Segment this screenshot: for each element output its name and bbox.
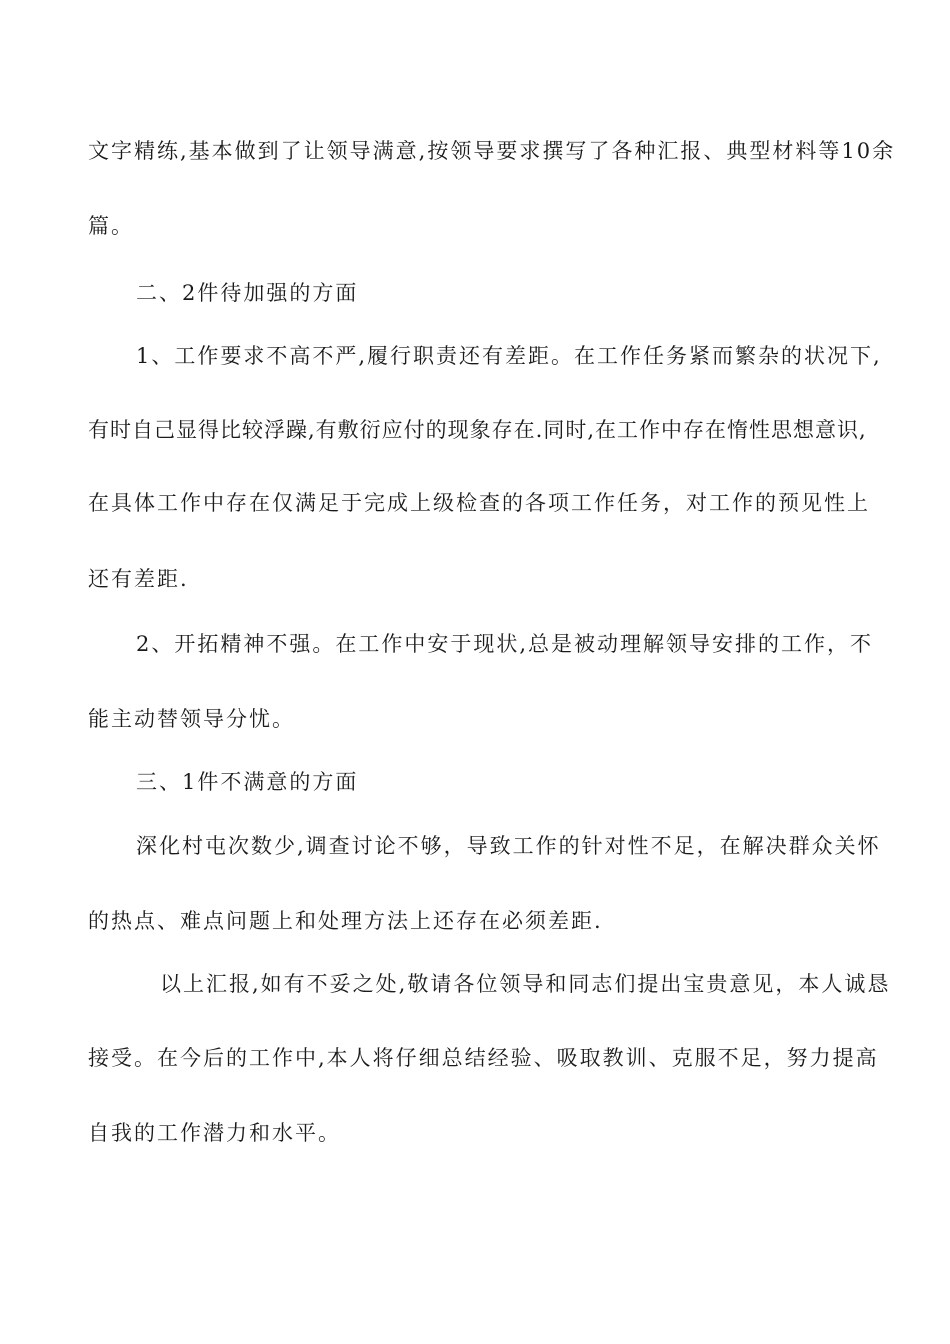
body-text-line: 有时自己显得比较浮躁,有敷衍应付的现象存在.同时,在工作中存在惰性思想意识, — [88, 418, 867, 442]
body-text-line: 还有差距. — [88, 567, 189, 591]
body-text-line: 接受。在今后的工作中,本人将仔细总结经验、吸取教训、克服不足，努力提高 — [88, 1046, 879, 1070]
body-text-line: 能主动替领导分忧。 — [88, 707, 295, 731]
body-text-line: 篇。 — [88, 214, 134, 238]
section-heading: 三、1件不满意的方面 — [136, 770, 359, 794]
body-text-line: 1、工作要求不高不严,履行职责还有差距。在工作任务紧而繁杂的状况下, — [136, 344, 882, 368]
body-text-line: 深化村屯次数少,调查讨论不够，导致工作的针对性不足，在解决群众关怀 — [136, 834, 881, 858]
body-text-line: 在具体工作中存在仅满足于完成上级检查的各项工作任务，对工作的预见性上 — [88, 491, 870, 515]
body-text-line: 以上汇报,如有不妥之处,敬请各位领导和同志们提出宝贵意见，本人诚恳 — [160, 972, 891, 996]
body-text-line: 自我的工作潜力和水平。 — [88, 1121, 341, 1145]
body-text-line: 2、开拓精神不强。在工作中安于现状,总是被动理解领导安排的工作，不 — [136, 632, 874, 656]
section-heading: 二、2件待加强的方面 — [136, 281, 359, 305]
body-text-line: 的热点、难点问题上和处理方法上还存在必须差距. — [88, 909, 603, 933]
body-text-line: 文字精练,基本做到了让领导满意,按领导要求撰写了各种汇报、典型材料等10余 — [88, 139, 896, 163]
